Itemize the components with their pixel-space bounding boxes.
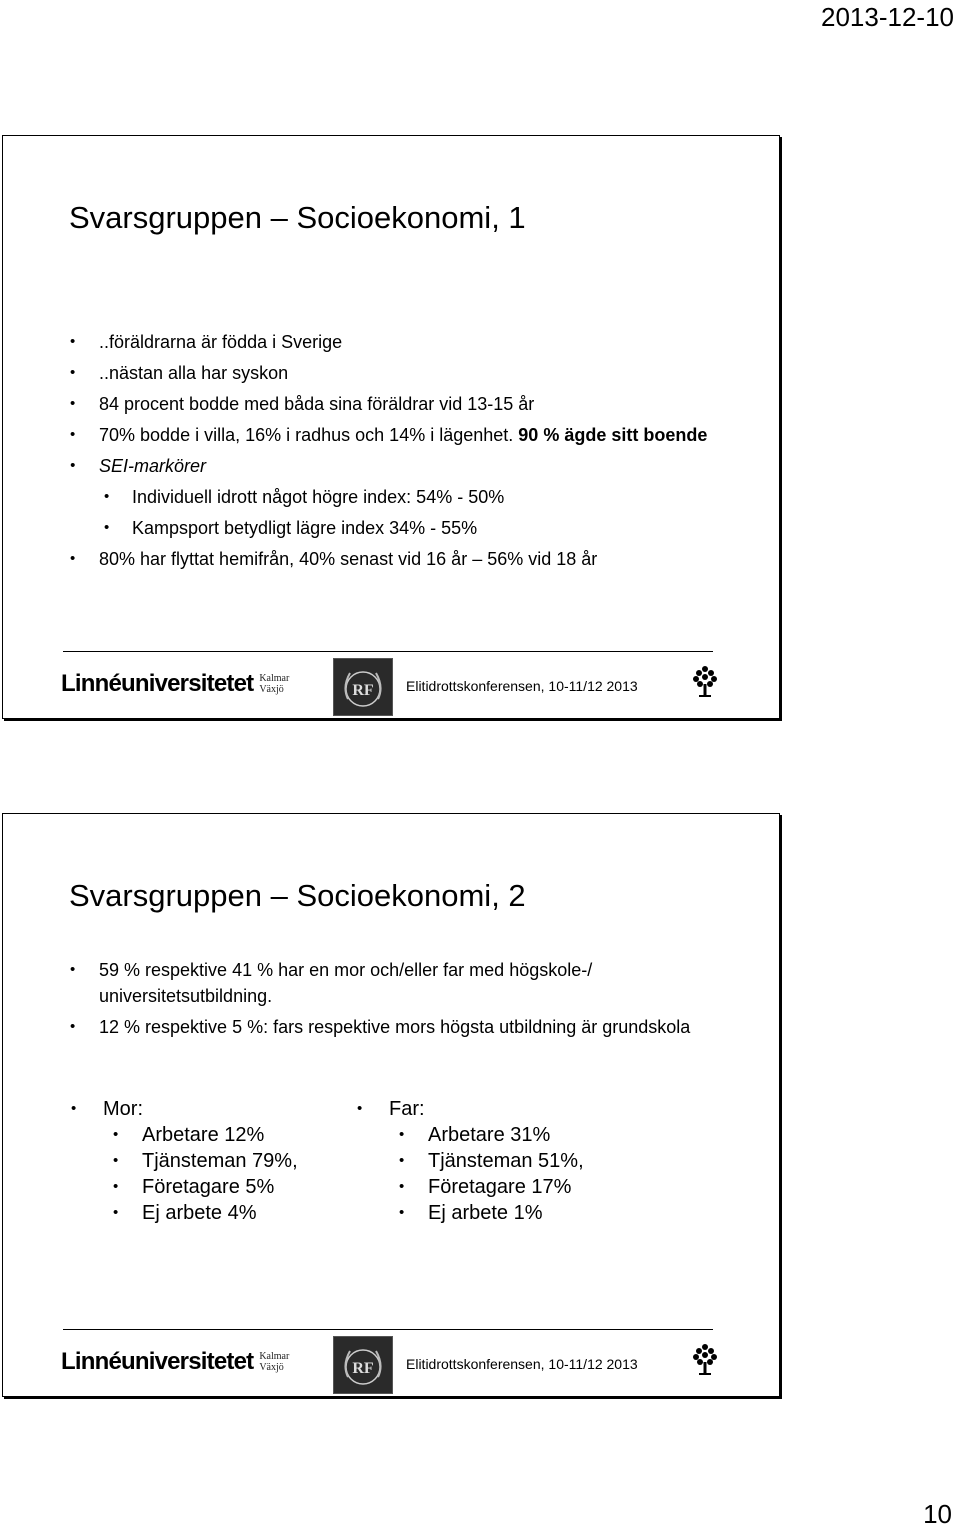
- linnaeus-university-logo: [61, 1348, 289, 1376]
- tree-icon: [691, 1342, 719, 1378]
- svg-text:RF: RF: [352, 1360, 374, 1377]
- sub-bullet-item: • Individuell idrott något högre index: 54% - 50%: [69, 484, 749, 510]
- slide-1: [2, 135, 780, 719]
- slide-footer: [61, 1336, 761, 1392]
- mor-item: • Ej arbete 4%: [69, 1200, 298, 1226]
- linnaeus-university-logo: [61, 670, 289, 698]
- parent-occupation-columns: [69, 1096, 749, 1236]
- sub-bullet-item: • Kampsport betydligt lägre index 34% - 55%: [69, 515, 749, 541]
- bullet-bold-text: 90 % ägde sitt boende: [518, 425, 708, 445]
- bullet-list: [69, 957, 719, 1040]
- page-number: 10: [923, 1499, 952, 1529]
- far-item: • Företagare 17%: [355, 1174, 584, 1200]
- rf-emblem-logo: [333, 1336, 393, 1394]
- far-item: • Ej arbete 1%: [355, 1200, 584, 1226]
- mor-heading: • Mor:: [69, 1096, 298, 1122]
- far-item: • Arbetare 31%: [355, 1122, 584, 1148]
- bullet-item: • SEI-markörer: [69, 453, 749, 479]
- slide-title: Svarsgruppen – Socioekonomi, 1: [69, 200, 526, 235]
- logo-wordmark: Linnéuniversitetet: [61, 1348, 254, 1375]
- logo-subtext: Kalmar Växjö: [259, 1351, 290, 1373]
- bullet-list: [69, 329, 749, 572]
- mor-item: • Företagare 5%: [69, 1174, 298, 1200]
- page-date: 2013-12-10: [821, 2, 954, 32]
- far-item: • Tjänsteman 51%,: [355, 1148, 584, 1174]
- logo-wordmark: Linnéuniversitetet: [61, 670, 254, 697]
- bullet-item: [69, 422, 749, 448]
- bullet-item: • 12 % respektive 5 %: fars respektive mors högsta utbildning är grundskola: [69, 1014, 719, 1040]
- bullet-item: • 80% har flyttat hemifrån, 40% senast vid 16 år – 56% vid 18 år: [69, 546, 749, 572]
- far-column: [355, 1096, 584, 1226]
- bullet-text: 70% bodde i villa, 16% i radhus och 14% i lägenhet.: [99, 425, 514, 445]
- mor-column: [69, 1096, 298, 1226]
- slide-footer: [61, 658, 761, 714]
- mor-item: • Arbetare 12%: [69, 1122, 298, 1148]
- far-heading: • Far:: [355, 1096, 584, 1122]
- bullet-item: • ..föräldrarna är födda i Sverige: [69, 329, 749, 355]
- bullet-item: • 59 % respektive 41 % har en mor och/eller far med högskole-/ universitetsutbildning.: [69, 957, 719, 1009]
- svg-text:RF: RF: [352, 682, 374, 699]
- logo-subtext: Kalmar Växjö: [259, 673, 290, 695]
- footer-divider: [63, 1329, 713, 1330]
- footer-divider: [63, 651, 713, 652]
- bullet-item: • ..nästan alla har syskon: [69, 360, 749, 386]
- mor-item: • Tjänsteman 79%,: [69, 1148, 298, 1174]
- conference-label: Elitidrottskonferensen, 10-11/12 2013: [406, 1356, 638, 1372]
- bullet-item: • 84 procent bodde med båda sina föräldrar vid 13-15 år: [69, 391, 749, 417]
- slide-title: Svarsgruppen – Socioekonomi, 2: [69, 878, 526, 913]
- conference-label: Elitidrottskonferensen, 10-11/12 2013: [406, 678, 638, 694]
- slide-2: [2, 813, 780, 1397]
- rf-emblem-logo: [333, 658, 393, 716]
- tree-icon: [691, 664, 719, 700]
